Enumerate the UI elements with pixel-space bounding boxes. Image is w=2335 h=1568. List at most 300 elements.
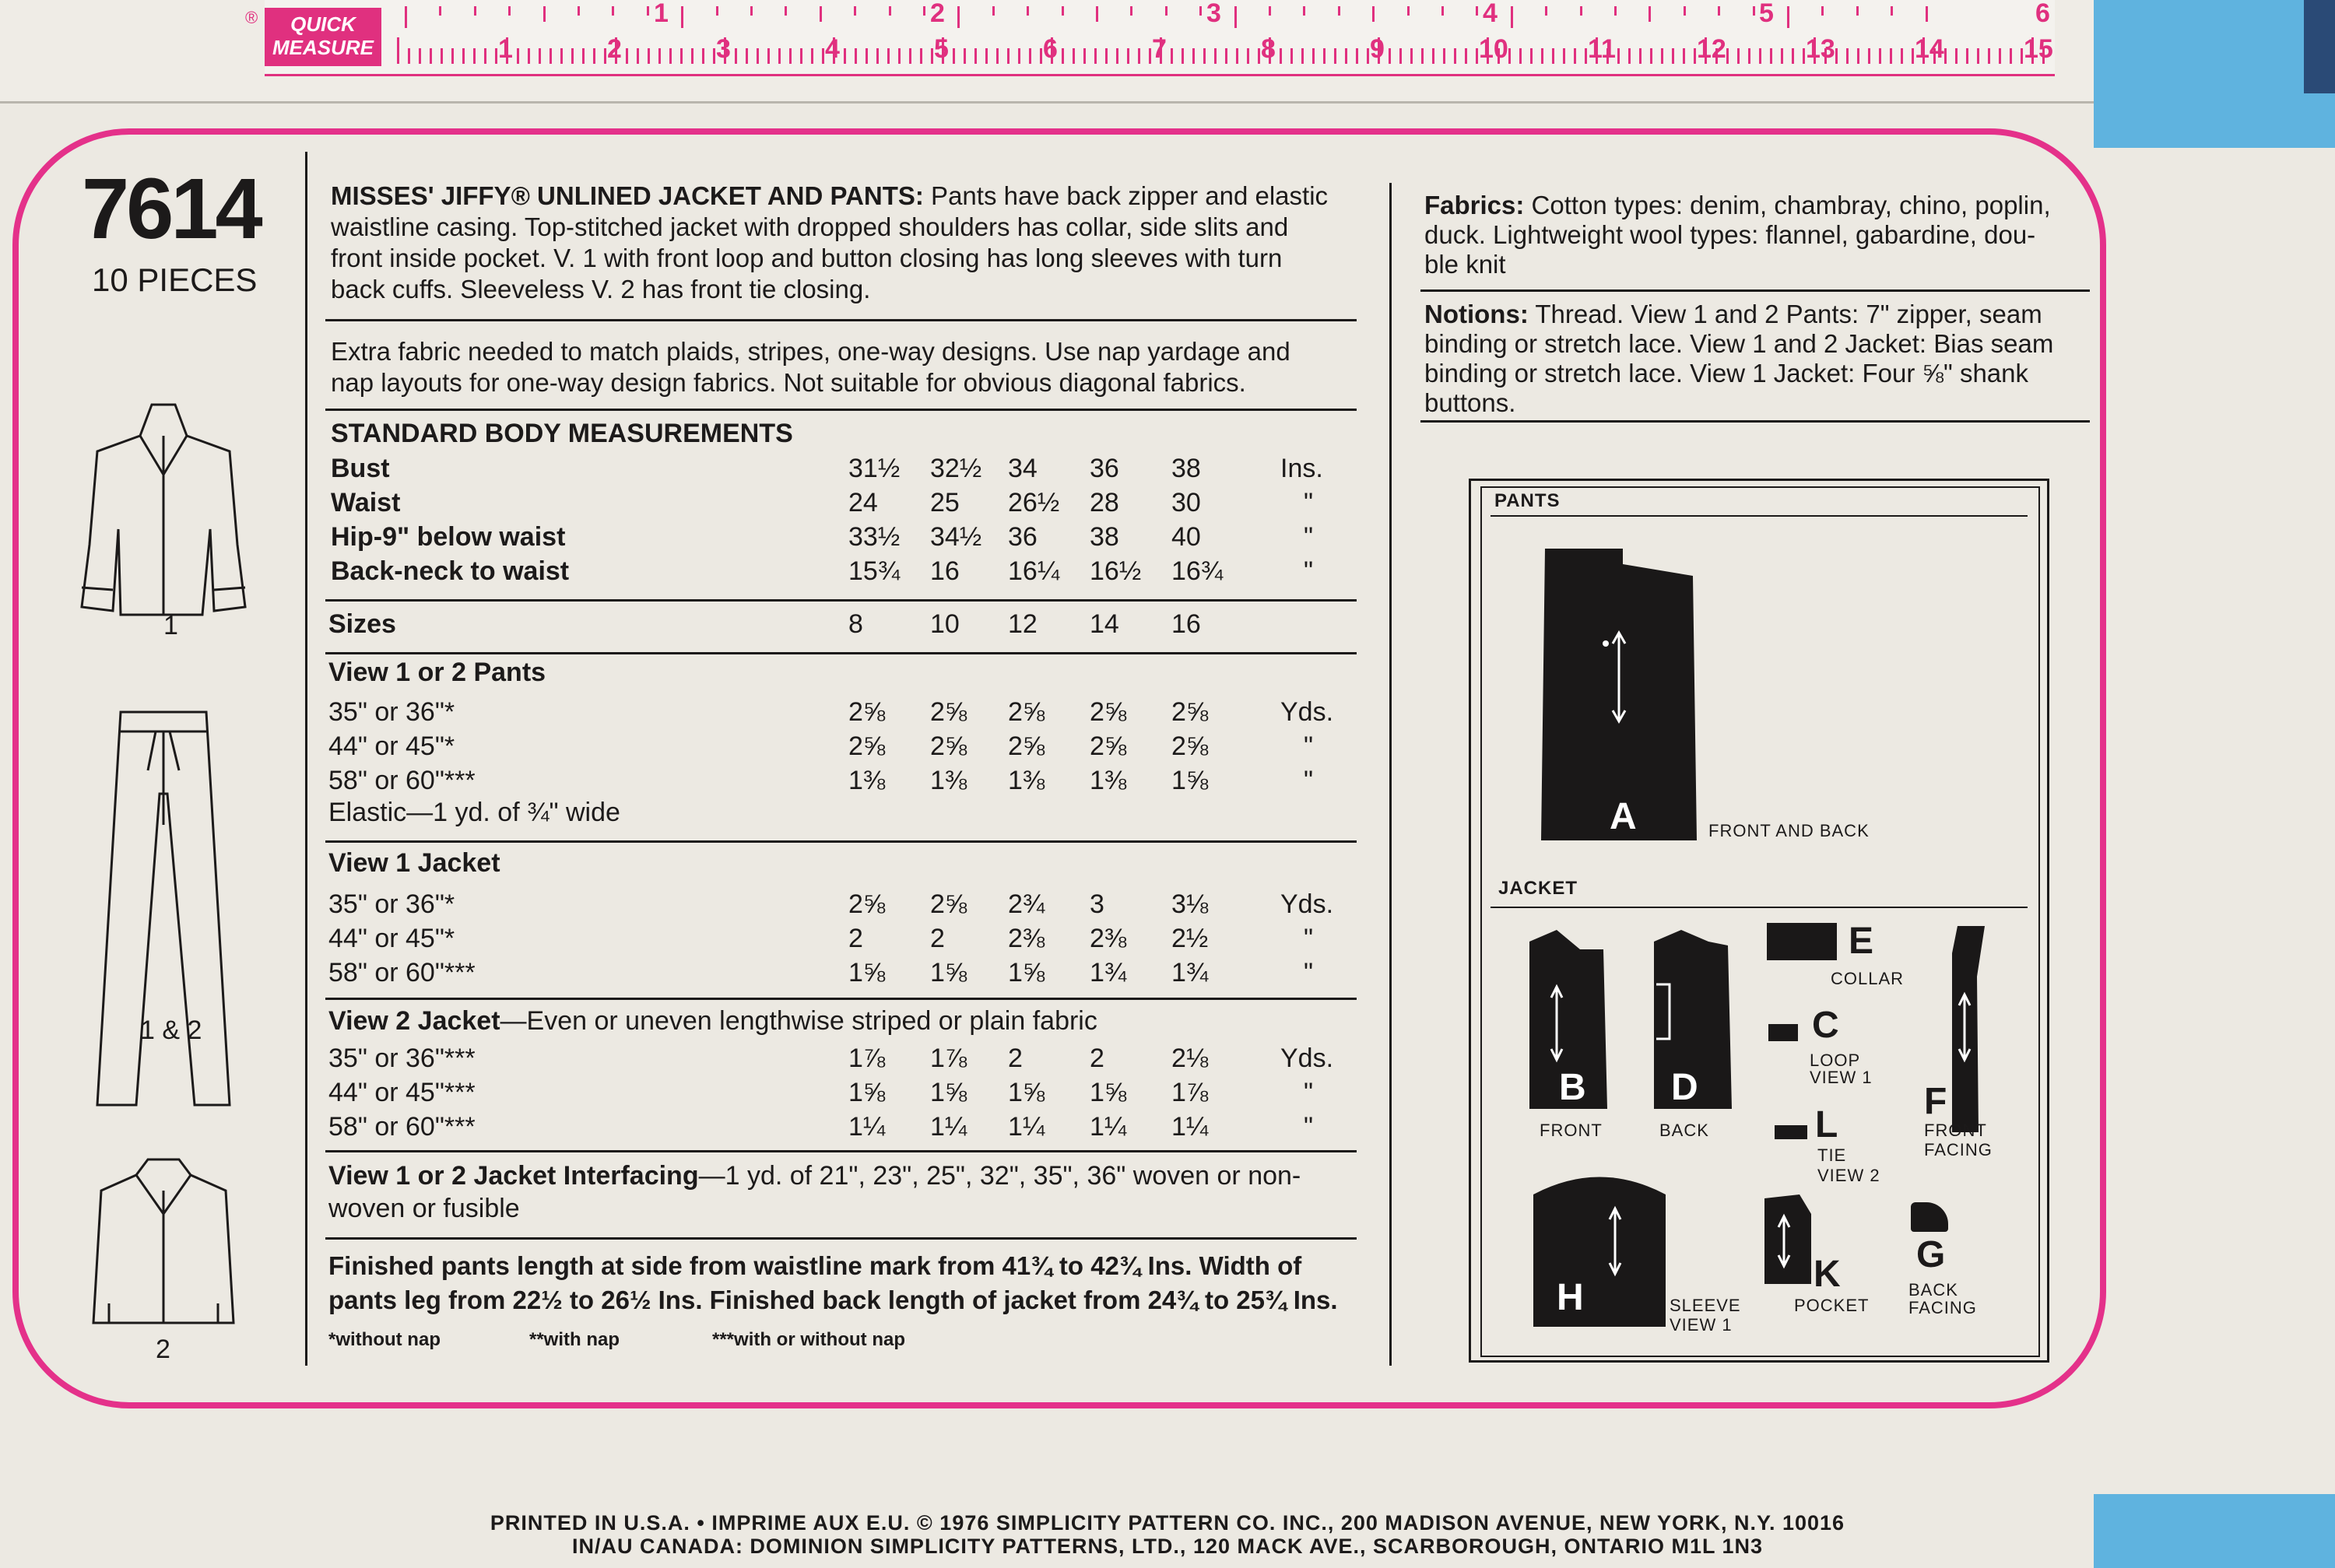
ruler-cm-tick xyxy=(1334,48,1336,64)
ruler-inch-tick xyxy=(647,6,649,16)
ruler-cm-tick xyxy=(1846,48,1849,64)
ruler-inch-tick xyxy=(1545,6,1547,16)
notions-line-3: binding or stretch lace. View 1 Jacket: Four ⅝" shank xyxy=(1424,359,2028,388)
jacket2-title-note: —Even or uneven lengthwise striped or plain fabric xyxy=(500,1006,1097,1036)
row-label: Bust xyxy=(331,454,390,483)
ruler-cm-tick xyxy=(1628,48,1631,64)
ruler-cm-tick xyxy=(1890,48,1892,64)
ruler-cm-label: 2 xyxy=(607,34,622,64)
ruler-cm-tick xyxy=(1389,48,1391,64)
piece-e-letter: E xyxy=(1849,921,1874,962)
ruler-cm-tick xyxy=(528,48,530,64)
row-value: 25 xyxy=(930,488,960,517)
ruler-cm-tick xyxy=(669,48,672,64)
ruler-cm-tick xyxy=(1748,48,1750,64)
footnote-without-nap: *without nap xyxy=(328,1329,441,1350)
ruler-inch-tick xyxy=(405,6,407,28)
ruler-cm-tick xyxy=(1138,48,1140,64)
ruler-cm-tick xyxy=(1225,48,1227,64)
ruler-inch-tick xyxy=(1027,6,1029,16)
row-label: 35" or 36"* xyxy=(328,889,455,919)
ruler-inch-tick xyxy=(1614,6,1617,16)
ruler-cm-tick xyxy=(1857,48,1859,64)
ruler-cm-tick xyxy=(1258,48,1260,64)
row-label: Back-neck to waist xyxy=(331,556,570,586)
ruler-cm-tick xyxy=(2010,48,2012,64)
ruler-inch-tick xyxy=(1787,6,1789,28)
ruler-cm-label: 13 xyxy=(1806,34,1835,64)
piece-l-shape xyxy=(1775,1125,1807,1139)
rule xyxy=(1420,289,2090,292)
ruler-cm-tick xyxy=(1879,48,1881,64)
row-value: 1¼ xyxy=(848,1112,886,1142)
view-illustrations xyxy=(47,389,280,1362)
row-unit: " xyxy=(1304,924,1314,953)
row-value: 1⅝ xyxy=(930,958,967,987)
ruler-inch-tick xyxy=(1407,6,1410,16)
jacket-pieces-title: JACKET xyxy=(1498,878,1578,899)
ruler-cm-tick xyxy=(1955,48,1958,64)
ruler-inch-tick xyxy=(474,6,476,16)
pattern-number: 7614 xyxy=(82,161,260,257)
extra-fabric-note xyxy=(331,336,1366,398)
row-value: 1⅜ xyxy=(1090,766,1127,795)
ruler-inch-label: 1 xyxy=(654,0,669,28)
row-value: 32½ xyxy=(930,454,982,483)
ruler-cm-tick xyxy=(1247,48,1249,64)
ruler-inch-tick xyxy=(1821,6,1824,16)
ruler-cm-tick xyxy=(811,48,813,64)
ruler-cm-tick xyxy=(1912,48,1914,64)
row-label: 44" or 45"* xyxy=(328,731,455,761)
row-unit: " xyxy=(1304,1112,1314,1142)
ruler-cm-tick xyxy=(876,48,879,64)
row-value: 16¼ xyxy=(1008,556,1060,586)
row-value: 2⅝ xyxy=(1008,697,1045,727)
ruler-cm-tick xyxy=(985,48,988,64)
piece-l-label-2: VIEW 2 xyxy=(1817,1166,1880,1185)
notions-title: Notions: xyxy=(1424,300,1529,328)
row-unit: Yds. xyxy=(1280,889,1334,919)
ruler-inch-tick xyxy=(1199,6,1202,16)
row-value: 2⅜ xyxy=(1090,924,1127,953)
ruler-inch-tick xyxy=(1511,6,1513,28)
pants-pieces-title: PANTS xyxy=(1494,490,1561,511)
ruler-cm-tick xyxy=(974,48,977,64)
row-value: 1¼ xyxy=(1090,1112,1127,1142)
ruler-cm-label: 11 xyxy=(1588,34,1616,64)
row-value: 40 xyxy=(1171,522,1201,552)
interfacing-title: View 1 or 2 Jacket Interfacing xyxy=(328,1161,699,1191)
ruler-cm-tick xyxy=(1726,48,1729,64)
row-value: 1⅝ xyxy=(848,958,886,987)
row-value: 1⅝ xyxy=(1008,958,1045,987)
elastic-note: Elastic—1 yd. of ¾" wide xyxy=(328,798,620,827)
description-line-1: Pants have back zipper and elastic xyxy=(923,181,1329,210)
jacket2-title: View 2 Jacket xyxy=(328,1006,500,1036)
ruler-inch-tick xyxy=(1476,6,1478,16)
row-value: 1¼ xyxy=(1171,1112,1209,1142)
row-value: 15¾ xyxy=(848,556,901,586)
piece-h-letter: H xyxy=(1557,1277,1584,1318)
ruler-cm-tick xyxy=(1323,48,1326,64)
ruler-cm-tick xyxy=(1552,48,1554,64)
rule xyxy=(325,409,1357,411)
ruler-inch-label: 2 xyxy=(930,0,945,28)
rule xyxy=(325,1150,1357,1152)
ruler-inch-tick xyxy=(889,6,891,16)
ruler-cm-label: 7 xyxy=(1152,34,1167,64)
rule xyxy=(1491,515,2028,517)
row-unit: " xyxy=(1304,556,1314,586)
ruler-cm-tick xyxy=(419,48,421,64)
ruler-cm-tick xyxy=(1519,48,1522,64)
ruler-cm-tick xyxy=(1694,48,1696,64)
ruler-cm-tick xyxy=(441,48,443,64)
ruler-cm-tick xyxy=(1345,48,1347,64)
ruler-cm-tick xyxy=(1127,48,1129,64)
ruler-cm-tick xyxy=(822,48,824,64)
ruler-cm-tick xyxy=(560,48,563,64)
ruler-cm-tick xyxy=(789,48,792,64)
ruler-cm-tick xyxy=(844,48,846,64)
ruler-cm-tick xyxy=(1835,48,1838,64)
rule xyxy=(325,840,1357,843)
row-unit: " xyxy=(1304,488,1314,517)
ruler-cm-tick xyxy=(1301,48,1304,64)
row-unit: Yds. xyxy=(1280,697,1334,727)
ruler-inch-tick xyxy=(612,6,614,16)
ruler-cm-tick xyxy=(1574,48,1576,64)
ruler-cm-tick xyxy=(462,48,465,64)
row-value: 14 xyxy=(1090,609,1119,639)
ruler-cm-tick xyxy=(1040,48,1042,64)
row-value: 2⅝ xyxy=(930,697,967,727)
ruler-cm-tick xyxy=(1062,48,1064,64)
ruler-cm-tick xyxy=(746,48,748,64)
row-value: 1¾ xyxy=(1090,958,1127,987)
ruler-cm-tick xyxy=(1901,48,1903,64)
ruler-cm-label: 3 xyxy=(716,34,731,64)
piece-f-letter: F xyxy=(1924,1081,1947,1122)
row-value: 34 xyxy=(1008,454,1038,483)
row-value: 1¼ xyxy=(930,1112,967,1142)
ruler-inch-tick xyxy=(1234,6,1237,28)
envelope-corner-shadow xyxy=(2304,0,2335,93)
row-value: 2⅝ xyxy=(848,731,886,761)
footnote-with-or-without-nap: ***with or without nap xyxy=(712,1329,905,1350)
ruler-inch-tick xyxy=(1130,6,1132,16)
row-value: 2 xyxy=(1090,1044,1104,1073)
ruler-cm-tick xyxy=(1073,48,1075,64)
ruler-cm-tick xyxy=(800,48,802,64)
ruler-cm-tick xyxy=(735,48,737,64)
row-value: 3⅛ xyxy=(1171,889,1209,919)
left-divider xyxy=(305,152,307,1366)
row-label: Hip-9" below waist xyxy=(331,522,566,552)
row-value: 1⅝ xyxy=(1090,1078,1127,1107)
row-value: 1¾ xyxy=(1171,958,1209,987)
ruler-cm-tick xyxy=(1988,48,1990,64)
piece-f-label-1: FRONT xyxy=(1924,1121,1987,1140)
row-value: 2 xyxy=(1008,1044,1023,1073)
piece-e-shape xyxy=(1767,923,1837,960)
ruler-cm-tick xyxy=(1018,48,1020,64)
ruler-cm-tick xyxy=(1443,48,1445,64)
rule xyxy=(325,1237,1357,1240)
interfacing-note xyxy=(328,1159,1364,1225)
ruler-cm-tick xyxy=(1977,48,1979,64)
ruler-cm-tick xyxy=(1421,48,1424,64)
ruler-cm-tick xyxy=(964,48,966,64)
ruler-inch-tick xyxy=(1856,6,1859,16)
row-value: 1⅞ xyxy=(930,1044,967,1073)
row-unit: " xyxy=(1304,731,1314,761)
ruler-cm-tick xyxy=(1541,48,1543,64)
ruler-cm-tick xyxy=(1367,48,1369,64)
extra-line-2: nap layouts for one-way design fabrics. Not suitable for obvious diagonal fabrics. xyxy=(331,368,1246,397)
row-value: 10 xyxy=(930,609,960,639)
ruler-cm-tick xyxy=(1508,48,1511,64)
ruler-cm-tick xyxy=(593,48,595,64)
piece-g-label-1: BACK xyxy=(1908,1280,1958,1300)
ruler-inch-tick xyxy=(820,6,822,22)
ruler-cm-tick xyxy=(757,48,759,64)
ruler-inch-tick xyxy=(1269,6,1271,16)
ruler-cm-tick xyxy=(1094,48,1097,64)
row-value: 2⅛ xyxy=(1171,1044,1209,1073)
ruler-cm-tick xyxy=(920,48,922,64)
row-value: 36 xyxy=(1008,522,1038,552)
ruler-cm-tick xyxy=(1432,48,1434,64)
row-value: 2⅝ xyxy=(1171,731,1209,761)
row-value: 2⅜ xyxy=(1008,924,1045,953)
row-value: 2⅝ xyxy=(1008,731,1045,761)
ruler-cm-label: 8 xyxy=(1261,34,1276,64)
ruler-inch-tick xyxy=(1303,6,1305,16)
ruler-cm-tick xyxy=(1476,48,1478,64)
description-block xyxy=(331,181,1366,305)
row-value: 1⅝ xyxy=(1171,766,1209,795)
ruler-cm-tick xyxy=(702,48,704,64)
ruler-inch-tick xyxy=(923,6,925,16)
ruler-cm-tick xyxy=(909,48,911,64)
ruler-inch-tick xyxy=(1338,6,1340,16)
right-divider xyxy=(1389,183,1392,1366)
row-value: 1⅝ xyxy=(848,1078,886,1107)
piece-k-label: POCKET xyxy=(1794,1296,1870,1315)
row-unit: " xyxy=(1304,766,1314,795)
description-line-2: waistline casing. Top-stitched jacket with dropped shoulders has collar, side slits and xyxy=(331,212,1289,241)
row-value: 26½ xyxy=(1008,488,1060,517)
description-line-4: back cuffs. Sleeveless V. 2 has front tie closing. xyxy=(331,275,871,303)
view-label-1-2: 1 & 2 xyxy=(140,1016,202,1045)
ruler-cm-tick xyxy=(898,48,901,64)
row-value: 1⅜ xyxy=(848,766,886,795)
piece-c-label-1: LOOP xyxy=(1810,1051,1861,1070)
row-unit: " xyxy=(1304,958,1314,987)
rule xyxy=(1491,907,2028,908)
row-value: 24 xyxy=(848,488,878,517)
jacket1-title: View 1 Jacket xyxy=(328,848,500,878)
piece-b-letter: B xyxy=(1559,1067,1586,1108)
view-label-1: 1 xyxy=(163,611,178,640)
row-value: 16 xyxy=(930,556,960,586)
ruler-inch-tick xyxy=(1684,6,1686,16)
fabrics-title: Fabrics: xyxy=(1424,191,1525,219)
footer-line-1: PRINTED IN U.S.A. • IMPRIME AUX E.U. © 1976 SIMPLICITY PATTERN CO. INC., 200 MADISON AVENUE, NEW YORK, N.Y. 10016 xyxy=(490,1511,1845,1535)
ruler-cm-tick xyxy=(1737,48,1740,64)
row-value: 8 xyxy=(848,609,863,639)
ruler-cm-tick xyxy=(397,37,399,64)
ruler-cm-tick xyxy=(1236,48,1238,64)
row-value: 38 xyxy=(1171,454,1201,483)
ruler-inch-tick xyxy=(716,6,718,16)
row-value: 30 xyxy=(1171,488,1201,517)
row-value: 31½ xyxy=(848,454,901,483)
piece-b-label: FRONT xyxy=(1540,1121,1603,1140)
ruler-cm-label: 14 xyxy=(1915,34,1944,64)
piece-c-letter: C xyxy=(1812,1005,1839,1046)
ruler-inch-tick xyxy=(1891,6,1893,16)
ruler-cm-tick xyxy=(1356,48,1358,64)
ruler-cm-tick xyxy=(473,48,476,64)
row-label: Waist xyxy=(331,488,401,517)
ruler-inch-label: 5 xyxy=(1759,0,1774,28)
ruler-cm-tick xyxy=(1171,48,1173,64)
ruler-cm-tick xyxy=(767,48,770,64)
ruler-cm-tick xyxy=(1312,48,1315,64)
notions-line-1: Thread. View 1 and 2 Pants: 7" zipper, seam xyxy=(1528,300,2042,328)
row-value: 1⅝ xyxy=(1008,1078,1045,1107)
ruler-cm-tick xyxy=(1083,48,1086,64)
piece-g-letter: G xyxy=(1916,1234,1946,1275)
ruler-cm-tick xyxy=(1639,48,1642,64)
piece-l-label-1: TIE xyxy=(1817,1145,1847,1165)
ruler-cm-tick xyxy=(626,48,628,64)
ruler-cm-tick xyxy=(637,48,639,64)
ruler-cm-tick xyxy=(495,48,497,64)
ruler-inch-tick xyxy=(439,6,441,16)
ruler-inch-tick xyxy=(1165,6,1168,16)
ruler-inch-tick xyxy=(578,6,580,16)
ruler-cm-tick xyxy=(1585,48,1587,64)
ruler-cm-tick xyxy=(582,48,585,64)
ruler-cm-tick xyxy=(1672,48,1674,64)
ruler-cm-tick xyxy=(1116,48,1118,64)
ruler-cm-tick xyxy=(1214,48,1217,64)
row-value: 16½ xyxy=(1090,556,1142,586)
ruler-cm-tick xyxy=(1410,48,1413,64)
ruler-cm-tick xyxy=(658,48,661,64)
ruler-cm-label: 9 xyxy=(1370,34,1385,64)
ruler-cm-tick xyxy=(517,48,519,64)
ruler-cm-tick xyxy=(778,48,781,64)
description-title: MISSES' JIFFY® UNLINED JACKET AND PANTS: xyxy=(331,181,924,210)
piece-a-label: FRONT AND BACK xyxy=(1708,821,1870,840)
row-value: 2⅝ xyxy=(1090,697,1127,727)
ruler-inch-label: 4 xyxy=(1483,0,1498,28)
ruler-cm-label: 15 xyxy=(2024,34,2053,64)
quick-measure-label: QUICK MEASURE xyxy=(265,8,381,66)
ruler-cm-tick xyxy=(550,48,552,64)
ruler-inch-label: 6 xyxy=(2035,0,2050,28)
rule xyxy=(325,652,1357,654)
ruler-inch-tick xyxy=(543,6,546,22)
ruler-inch-tick xyxy=(992,6,995,16)
row-value: 2⅝ xyxy=(848,697,886,727)
ruler-cm-tick xyxy=(604,48,606,64)
piece-k-shape xyxy=(1761,1191,1815,1288)
row-value: 2 xyxy=(930,924,945,953)
rule xyxy=(325,998,1357,1000)
row-value: 2⅝ xyxy=(1090,731,1127,761)
ruler-inch-tick xyxy=(1062,6,1064,16)
row-value: 1¼ xyxy=(1008,1112,1045,1142)
rule xyxy=(325,599,1357,602)
piece-h-label-1: SLEEVE xyxy=(1670,1296,1741,1315)
measurements-title: STANDARD BODY MEASUREMENTS xyxy=(331,419,793,448)
row-value: 2⅝ xyxy=(930,889,967,919)
ruler-cm-tick xyxy=(953,48,955,64)
ruler-cm-tick xyxy=(1781,48,1783,64)
row-value: 1⅞ xyxy=(1171,1078,1209,1107)
footer-line-2: IN/AU CANADA: DOMINION SIMPLICITY PATTERNS, LTD., 120 MACK AVE., SCARBOROUGH, ONTARIO M1L 1N3 xyxy=(571,1535,1764,1558)
piece-e-label: COLLAR xyxy=(1831,969,1905,988)
envelope-corner-blue xyxy=(2094,0,2335,148)
finished-line-2: pants leg from 22½ to 26½ Ins. Finished back length of jacket from 24¾ to 25¾ Ins. xyxy=(328,1286,1338,1314)
ruler-cm-tick xyxy=(1530,48,1533,64)
ruler-inch-tick xyxy=(1096,6,1098,22)
ruler-inch-tick xyxy=(508,6,511,16)
ruler-cm-tick xyxy=(430,48,432,64)
ruler-cm-label: 5 xyxy=(934,34,949,64)
piece-c-label-2: VIEW 1 xyxy=(1810,1068,1873,1087)
row-value: 2½ xyxy=(1171,924,1209,953)
ruler-cm-tick xyxy=(1399,48,1402,64)
ruler-cm-tick xyxy=(1999,48,2001,64)
interfacing-line-1: —1 yd. of 21", 23", 25", 32", 35", 36" woven or non- xyxy=(698,1161,1301,1191)
row-value: 38 xyxy=(1090,522,1119,552)
row-value: 1⅞ xyxy=(848,1044,886,1073)
ruler-cm-label: 1 xyxy=(498,34,513,64)
row-unit: Ins. xyxy=(1280,454,1323,483)
interfacing-line-2: woven or fusible xyxy=(328,1194,520,1223)
row-value: 1⅝ xyxy=(930,1078,967,1107)
ruler-inch-tick xyxy=(854,6,856,16)
row-unit: " xyxy=(1304,1078,1314,1107)
ruler-cm-label: 12 xyxy=(1697,34,1726,64)
notions-line-4: buttons. xyxy=(1424,388,1516,417)
row-label: 35" or 36"* xyxy=(328,697,455,727)
ruler-inch-label: 3 xyxy=(1206,0,1221,28)
notions-block xyxy=(1424,300,2094,418)
ruler-cm-label: 6 xyxy=(1043,34,1058,64)
fabrics-line-1: Cotton types: denim, chambray, chino, poplin, xyxy=(1524,191,2051,219)
row-value: 36 xyxy=(1090,454,1119,483)
quick-measure-ruler xyxy=(245,0,2055,76)
finished-line-1: Finished pants length at side from waistline mark from 41¾ to 42¾ Ins. Width of xyxy=(328,1251,1302,1280)
ruler-inch-tick xyxy=(1649,6,1651,22)
ruler-cm-tick xyxy=(1182,48,1184,64)
ruler-inch-tick xyxy=(1580,6,1582,16)
ruler-inch-tick xyxy=(957,6,960,28)
ruler-cm-tick xyxy=(680,48,683,64)
fabrics-line-2: duck. Lightweight wool types: flannel, gabardine, dou- xyxy=(1424,220,2036,249)
ruler-cm-tick xyxy=(1617,48,1620,64)
ruler-cm-tick xyxy=(539,48,541,64)
ruler-cm-tick xyxy=(1792,48,1794,64)
